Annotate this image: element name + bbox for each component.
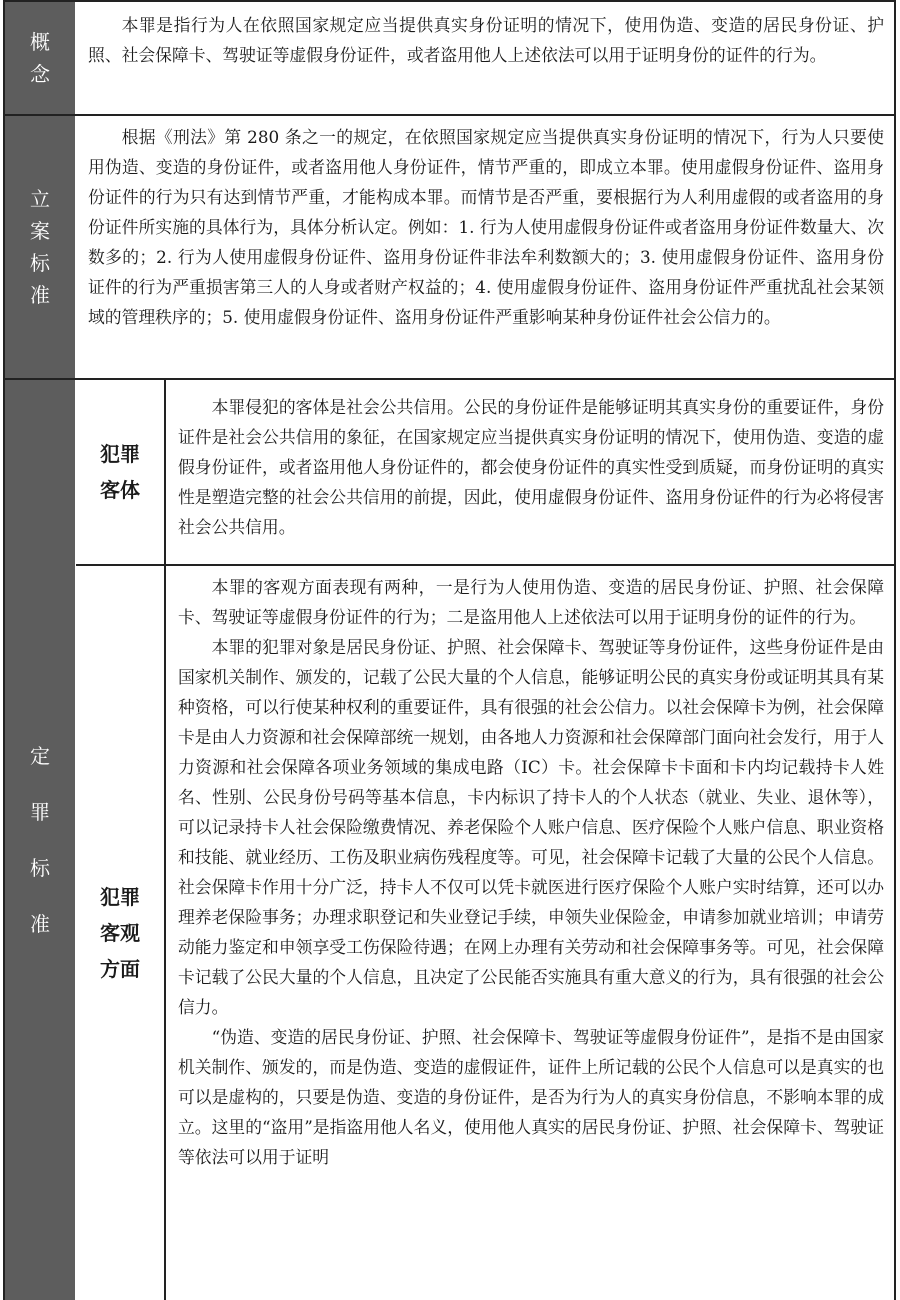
filing-standard-text: 根据《刑法》第 280 条之一的规定，在依照国家规定应当提供真实身份证明的情况下，行为人只要使用伪造、变造的身份证件，或者盗用他人身份证件，情节严重的，即成立本罪。使用虚假身份证件、盗用身份证件的行为只有达到情节严重，才能构成本罪。而情节是否严重，要根据行为人利用虚假的或者盗用的身份证件所实施的具体行为，具体分析认定。例如：1. 行为人使用虚假身份证件或者盗用身份证件数量大、次数多的；2. 行为人使用虚假身份证件、盗用身份证件非法牟利数额大的；3. 使用虚假身份证件、盗用身份证件的行为严重损害第三人的人身或者财产权益的；4. 使用虚假身份证件、盗用身份证件严重扰乱社会某领域的管理秩序的；5. 使用虚假身份证件、盗用身份证件严重影响某种身份证件社会公信力的。 — [88, 127, 884, 327]
concept-section — [5, 0, 894, 116]
conviction-standard-section — [5, 380, 894, 1300]
filing-standard-section — [5, 116, 894, 380]
crime-object-label: 犯罪 客体 — [76, 380, 166, 564]
concept-text: 本罪是指行为人在依照国家规定应当提供真实身份证明的情况下，使用伪造、变造的居民身份证、护照、社会保障卡、驾驶证等虚假身份证件，或者盗用他人上述依法可以用于证明身份的证件的行为。 — [88, 15, 884, 65]
conviction-standard-label: 定 罪 标 准 — [5, 380, 75, 1300]
document-table — [3, 0, 896, 1300]
objective-aspect-text — [166, 566, 894, 1300]
objective-paragraph: “伪造、变造的居民身份证、护照、社会保障卡、驾驶证等虚假身份证件”，是指不是由国家机关制作、颁发的，而是伪造、变造的虚假证件，证件上所记载的公民个人信息可以是真实的也可以是虚构的，只要是伪造、变造的身份证件，是否为行为人的真实身份信息，不影响本罪的成立。这里的“盗用”是指盗用他人名义，使用他人真实的居民身份证、护照、社会保障卡、驾驶证等依法可以用于证明 — [178, 1027, 884, 1167]
concept-label: 概 念 — [5, 2, 75, 114]
crime-object-text: 本罪侵犯的客体是社会公共信用。公民的身份证件是能够证明其真实身份的重要证件，身份证件是社会公共信用的象征，在国家规定应当提供真实身份证明的情况下，使用伪造、变造的虚假身份证件，或者盗用他人身份证件的，都会使身份证件的真实性受到质疑，而身份证明的真实性是塑造完整的社会公共信用的前提，因此，使用虚假身份证件、盗用身份证件的行为必将侵害社会公共信用。 — [178, 397, 884, 537]
objective-paragraph: 本罪的犯罪对象是居民身份证、护照、社会保障卡、驾驶证等身份证件，这些身份证件是由国家机关制作、颁发的，记载了公民大量的个人信息，能够证明公民的真实身份或证明其具有某种资格，可以行使某种权利的重要证件，具有很强的社会公信力。以社会保障卡为例，社会保障卡是由人力资源和社会保障部统一规划，由各地人力资源和社会保障部门面向社会发行，用于人力资源和社会保障各项业务领域的集成电路（IC）卡。社会保障卡卡面和卡内均记载持卡人姓名、性别、公民身份号码等基本信息，卡内标识了持卡人的个人状态（就业、失业、退休等），可以记录持卡人社会保险缴费情况、养老保险个人账户信息、医疗保险个人账户信息、职业资格和技能、就业经历、工伤及职业病伤残程度等。可见，社会保障卡记载了大量的公民个人信息。社会保障卡作用十分广泛，持卡人不仅可以凭卡就医进行医疗保险个人账户实时结算，还可以办理养老保险事务；办理求职登记和失业登记手续，申领失业保险金，申请参加就业培训；申请劳动能力鉴定和申领享受工伤保险待遇；在网上办理有关劳动和社会保障事务等。可见，社会保障卡记载了公民大量的个人信息，且决定了公民能否实施具有重大意义的行为，具有很强的社会公信力。 — [178, 637, 884, 1017]
objective-paragraph: 本罪的客观方面表现有两种，一是行为人使用伪造、变造的居民身份证、护照、社会保障卡、驾驶证等虚假身份证件的行为；二是盗用他人上述依法可以用于证明身份的证件的行为。 — [178, 577, 884, 627]
objective-aspect-label: 犯罪 客观 方面 — [76, 566, 166, 1300]
filing-standard-label: 立 案 标 准 — [5, 116, 75, 378]
